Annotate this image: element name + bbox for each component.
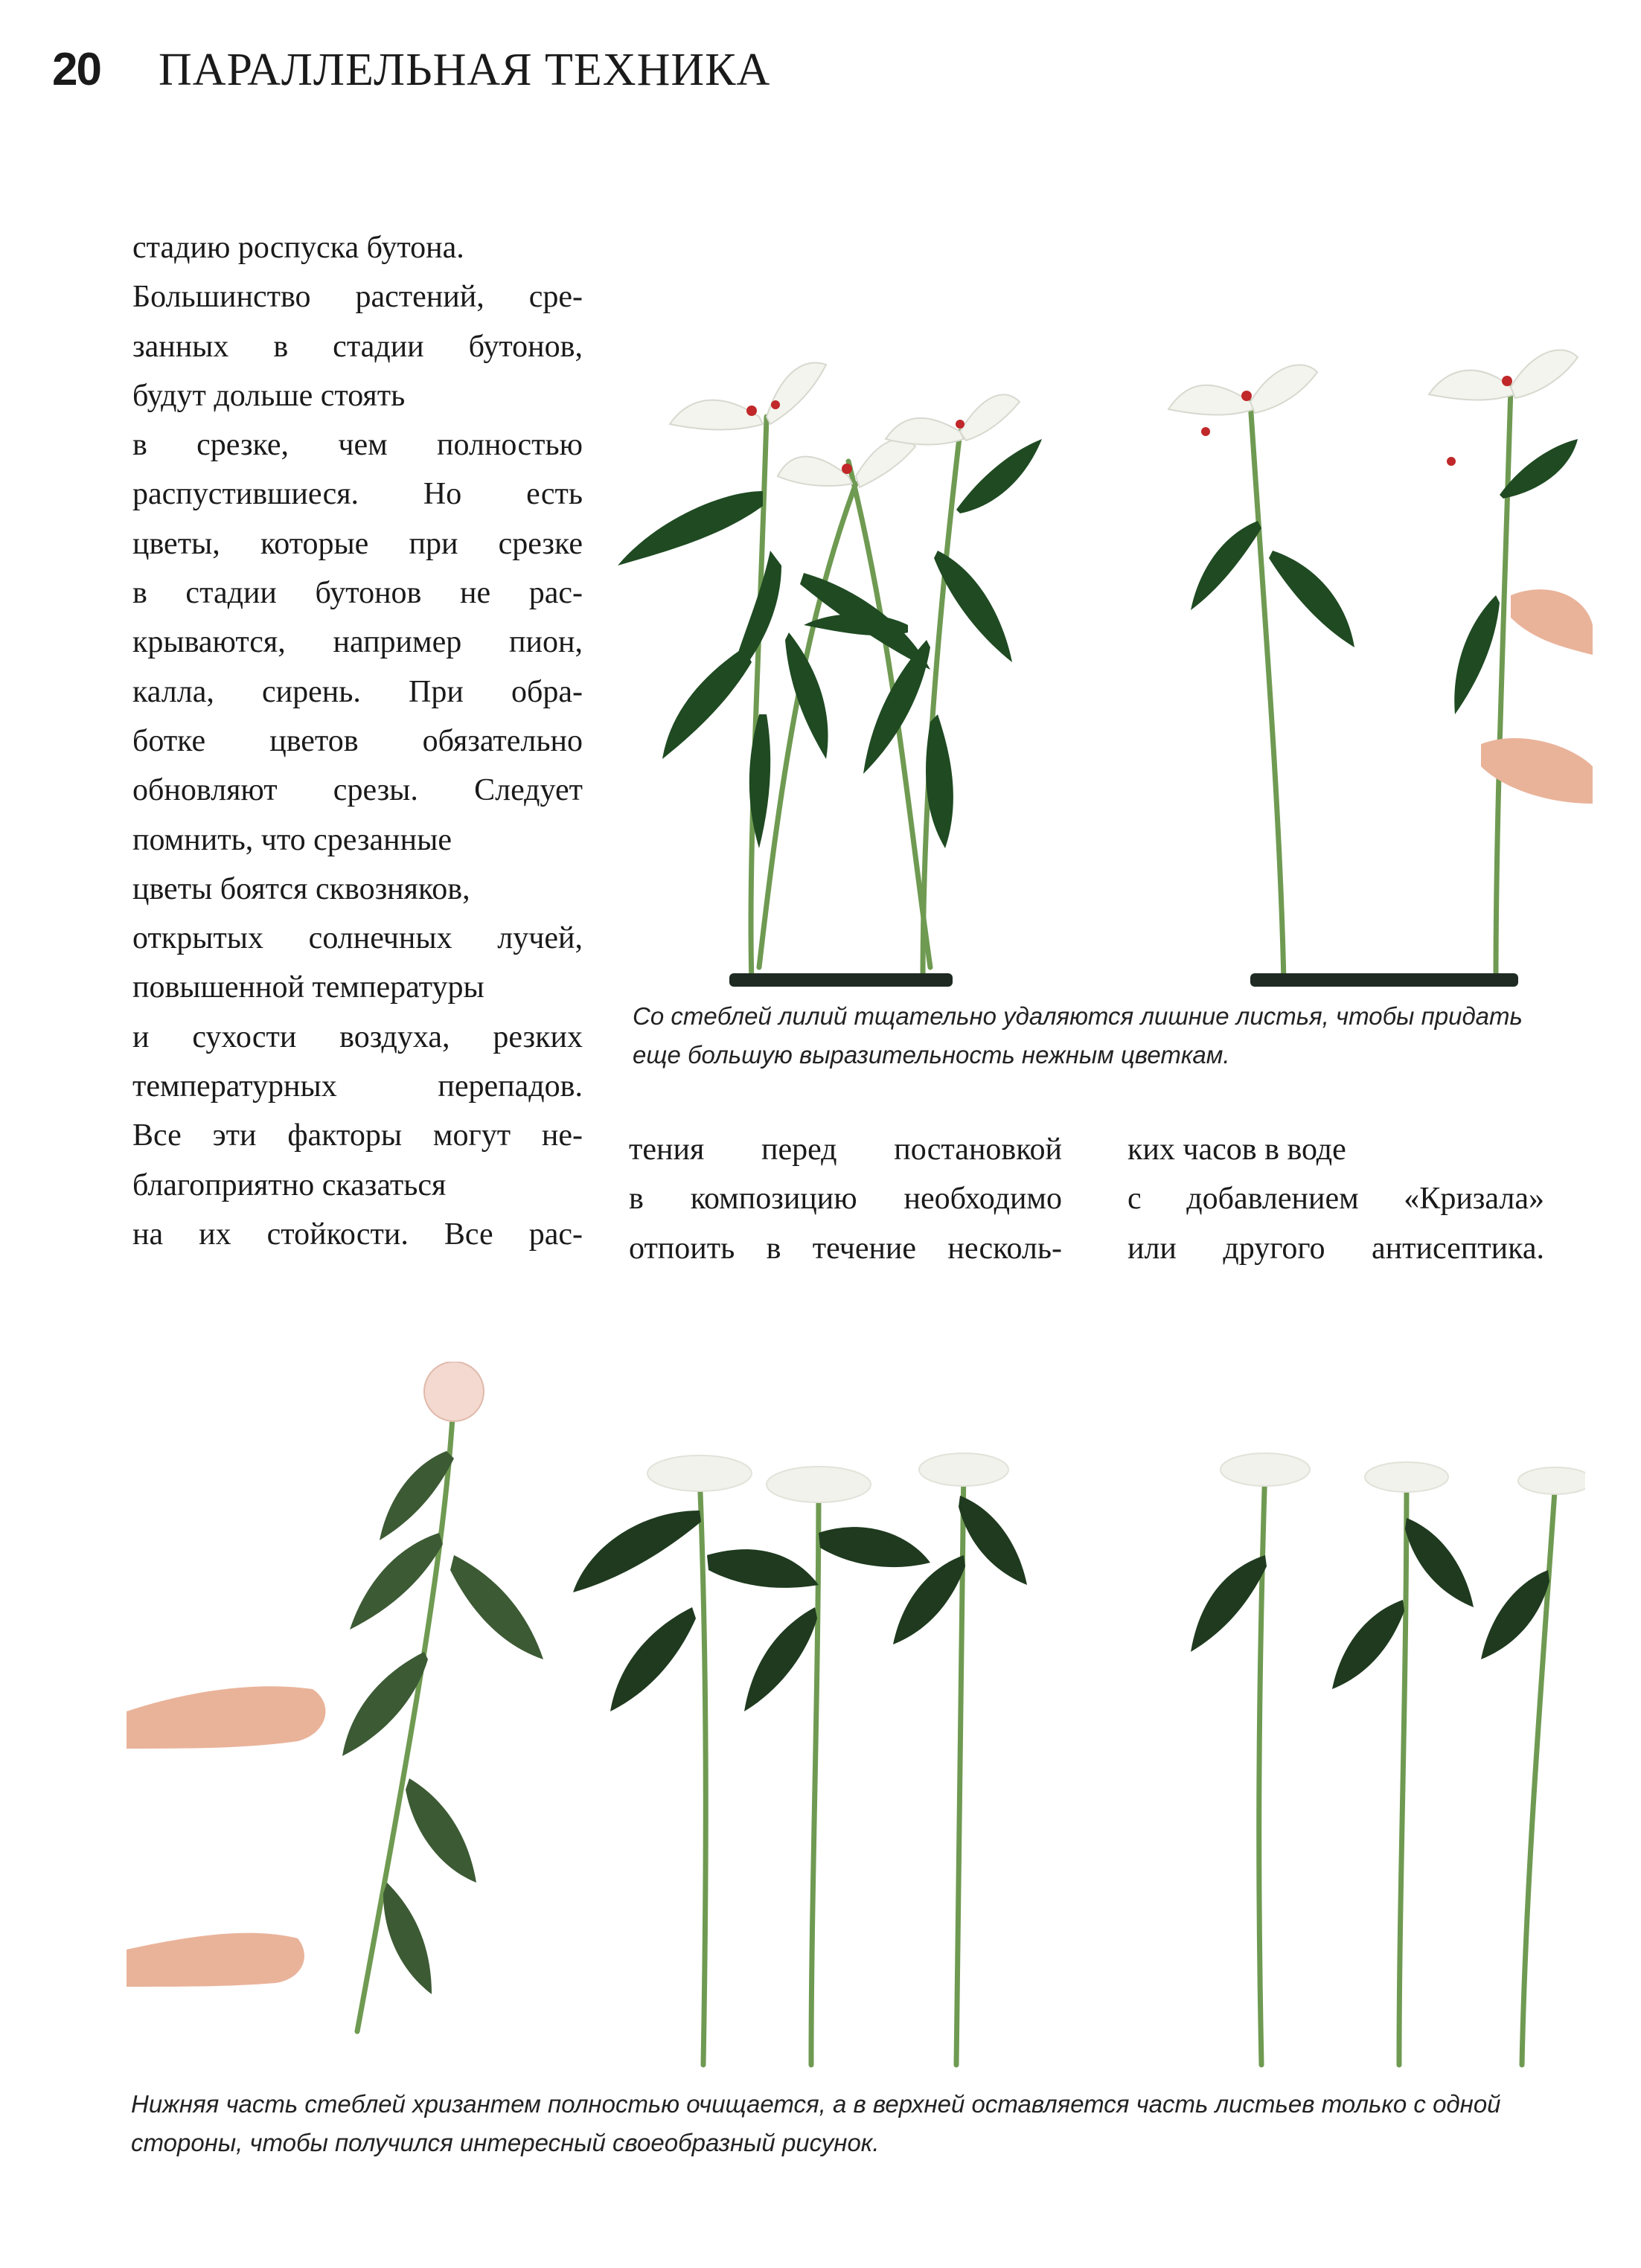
caption-line: стороны, чтобы получился интересный своеобразный рисунок. [131, 2129, 880, 2156]
page-title: ПАРАЛЛЕЛЬНАЯ ТЕХНИКА [158, 45, 771, 95]
body-text-middle [629, 1125, 1062, 1273]
text-line: в срезке, чем полностью [132, 428, 583, 463]
chrysanthemum-caption [131, 2085, 1575, 2162]
text-line: на их стойкости. Все рас- [132, 1217, 583, 1252]
lily-photo [610, 327, 1593, 990]
text-line: обновляют срезы. Следует [132, 773, 583, 808]
text-line: благоприятно сказаться [132, 1167, 447, 1202]
text-line: температурных перепадов. [132, 1069, 583, 1104]
text-line: ких часов в воде [1127, 1133, 1346, 1167]
text-line: в композицию необходимо [629, 1182, 1062, 1217]
text-line: Большинство растений, сре- [132, 280, 583, 315]
text-line: помнить, что срезанные [132, 822, 452, 857]
text-line: и сухости воздуха, резких [132, 1019, 583, 1054]
chrysanthemum-illustration [127, 1362, 1585, 2076]
text-line: занных в стадии бутонов, [132, 329, 583, 364]
text-line: тения перед постановкой [629, 1133, 1062, 1167]
lily-caption [633, 997, 1555, 1074]
text-line: отпоить в течение несколь- [629, 1231, 1062, 1266]
text-line: в стадии бутонов не рас- [132, 576, 583, 611]
body-text-right [1127, 1125, 1544, 1273]
text-line: ботке цветов обязательно [132, 723, 583, 758]
text-line: крываются, например пион, [132, 625, 583, 660]
chrysanthemum-photo [127, 1362, 1585, 2076]
text-line: цветы боятся сквозняков, [132, 871, 470, 906]
text-line: распустившиеся. Но есть [132, 477, 583, 512]
body-text-left [132, 223, 583, 1259]
text-line: открытых солнечных лучей, [132, 921, 583, 956]
caption-line: еще большую выразительность нежным цветкам. [633, 1041, 1230, 1069]
caption-line: Нижняя часть стеблей хризантем полностью очищается, а в верхней оставляется часть листьев только с одной [131, 2090, 1501, 2118]
text-line: будут дольше стоять [132, 378, 406, 413]
text-line: или другого антисептика. [1127, 1231, 1544, 1266]
text-line: калла, сирень. При обра- [132, 674, 583, 709]
text-line: Все эти факторы могут не- [132, 1118, 583, 1153]
page-number: 20 [52, 44, 100, 95]
text-line: с добавлением «Кризала» [1127, 1182, 1544, 1217]
text-line: цветы, которые при срезке [132, 526, 583, 561]
text-line: повышенной температуры [132, 970, 484, 1005]
page-header [52, 43, 770, 110]
lily-illustration [610, 327, 1593, 990]
text-line: стадию роспуска бутона. [132, 231, 464, 265]
caption-line: Со стеблей лилий тщательно удаляются лишние листья, чтобы придать [633, 1002, 1523, 1030]
